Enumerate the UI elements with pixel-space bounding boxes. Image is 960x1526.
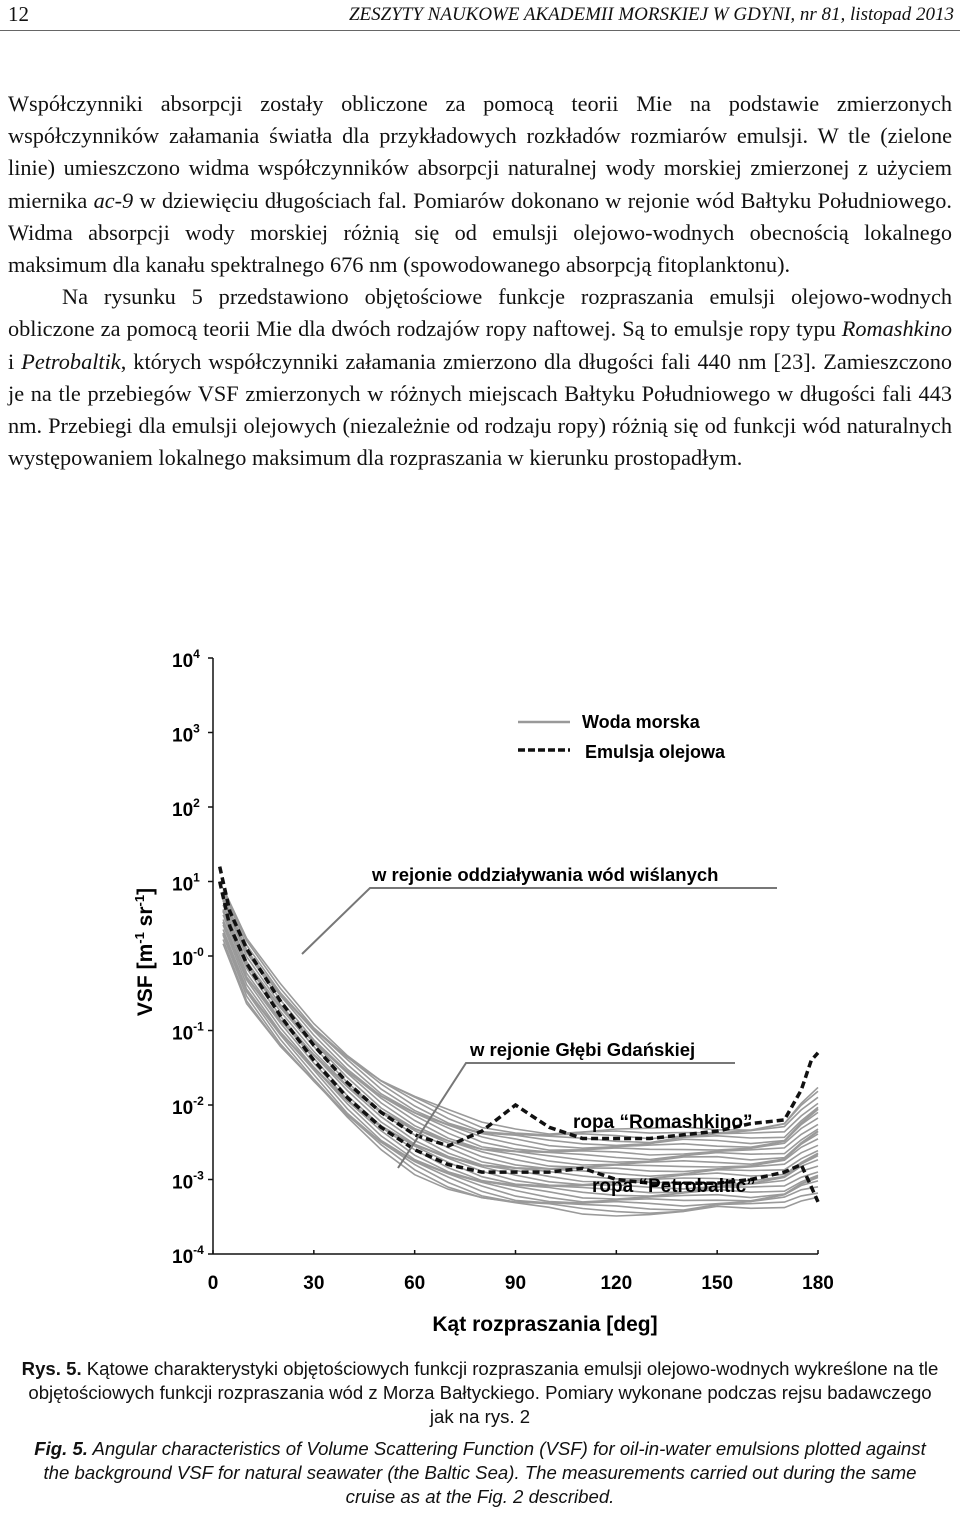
figure-caption bbox=[20, 1357, 940, 1509]
seawater-line bbox=[223, 888, 818, 1135]
x-tick-label: 30 bbox=[303, 1273, 325, 1294]
annotation-vistula-leader bbox=[302, 888, 777, 954]
y-tick-label: $10^4$ bbox=[172, 647, 200, 672]
annotation-romashkino: ropa “Romashkino” bbox=[573, 1112, 753, 1133]
seawater-line bbox=[223, 895, 818, 1143]
x-tick-label: 0 bbox=[207, 1273, 219, 1294]
caption-polish: Rys. 5. Kątowe charakterystyki objętościowych funkcji rozpraszania emulsji olejowo-wodnych wykreślone na tle objętościowych funkcji rozpraszania wód z Morza Bałtyckiego. Pomiary wykonane podczas rejsu badawczego jak na rys. 2 bbox=[21, 1358, 939, 1427]
seawater-line bbox=[223, 934, 818, 1202]
annotation-vistula: w rejonie oddziaływania wód wiślanych bbox=[372, 864, 719, 885]
annotation-petrobaltic: ropa “Petrobaltic” bbox=[592, 1176, 756, 1197]
x-tick-label: 60 bbox=[404, 1273, 426, 1294]
y-tick-label: $10^{-2}$ bbox=[172, 1094, 204, 1119]
vsf-chart bbox=[0, 636, 960, 1346]
y-tick-label: $10^1$ bbox=[172, 870, 200, 896]
oil-name-romashkino: Romashkino bbox=[841, 316, 952, 342]
x-axis-label: Kąt rozpraszania [deg] bbox=[432, 1313, 658, 1336]
legend-label-oil: Emulsja olejowa bbox=[585, 742, 726, 762]
y-tick-label: $10^{-4}$ bbox=[172, 1243, 204, 1268]
y-tick-label: $10^{-0}$ bbox=[172, 945, 204, 970]
seawater-line bbox=[223, 890, 818, 1138]
legend-label-seawater: Woda morska bbox=[582, 712, 700, 732]
paragraph-2: Na rysunku 5 przedstawiono objętościowe funkcje rozpraszania emulsji olejowo-wodnych obliczone za pomocą teorii Mie dla dwóch rodzajów ropy naftowej. Są to emulsje ropy typu Romashkino i Petrobaltik, których współczynniki załamania zmierzono dla długości fali 440 nm [23]. Zamieszczono je na tle przebiegów VSF zmierzonych w różnych miejscach Bałtyku Południowego w długości fali 443 nm. Przebiegi dla emulsji olejowych (niezależnie od rodzaju ropy) różnią się od funkcji wód naturalnych występowaniem lokalnego maksimum dla rozpraszania w kierunku prostopadłym. bbox=[8, 284, 952, 471]
caption-english: Fig. 5. Angular characteristics of Volume Scattering Function (VSF) for oil-in-water emulsions plotted against the background VSF for natural seawater (the Baltic Sea). The measurements carried out during the same cruise as at the Fig. 2 described. bbox=[34, 1438, 926, 1507]
romashkino-line bbox=[220, 867, 818, 1146]
page-header bbox=[0, 0, 960, 31]
instrument-name: ac-9 bbox=[93, 187, 134, 213]
seawater-line bbox=[223, 888, 818, 1134]
oil-name-petrobaltik: Petrobaltik bbox=[21, 348, 121, 374]
seawater-line bbox=[223, 933, 818, 1199]
y-tick-label: $10^{-3}$ bbox=[172, 1168, 204, 1194]
y-tick-label: $10^2$ bbox=[172, 796, 200, 821]
page-number: 12 bbox=[8, 2, 29, 26]
annotation-gdansk-deep: w rejonie Głębi Gdańskiej bbox=[470, 1039, 696, 1060]
y-axis-label: VSF [$m^{-1}$ $sr^{-1}$] bbox=[132, 887, 157, 1017]
x-tick-label: 180 bbox=[802, 1273, 834, 1294]
journal-title: ZESZYTY NAUKOWE AKADEMII MORSKIEJ W GDYNI, nr 81, listopad 2013 bbox=[348, 4, 954, 25]
x-tick-label: 150 bbox=[701, 1273, 734, 1294]
body-text bbox=[8, 88, 952, 474]
x-tick-label: 90 bbox=[504, 1273, 527, 1294]
y-tick-label: $10^3$ bbox=[172, 721, 200, 747]
paragraph-1: Współczynniki absorpcji zostały obliczone za pomocą teorii Mie na podstawie zmierzonych współczynników załamania światła dla przykładowych rozkładów rozmiarów emulsji. W tle (zielone linie) umieszczono widma współczynników absorpcji naturalnej wody morskiej zmierzonej z użyciem miernika ac-9 w dziewięciu długościach fal. Pomiarów dokonano w rejonie wód Bałtyku Południowego. Widma absorpcji wody morskiej różnią się od emulsji olejowo-wodnych obecnością lokalnego maksimum dla kanału spektralnego 676 nm (spowodowanego absorpcją fitoplanktonu). bbox=[8, 91, 952, 278]
x-tick-label: 120 bbox=[600, 1273, 633, 1294]
y-tick-label: $10^{-1}$ bbox=[172, 1019, 204, 1045]
vsf-figure bbox=[0, 636, 960, 1346]
